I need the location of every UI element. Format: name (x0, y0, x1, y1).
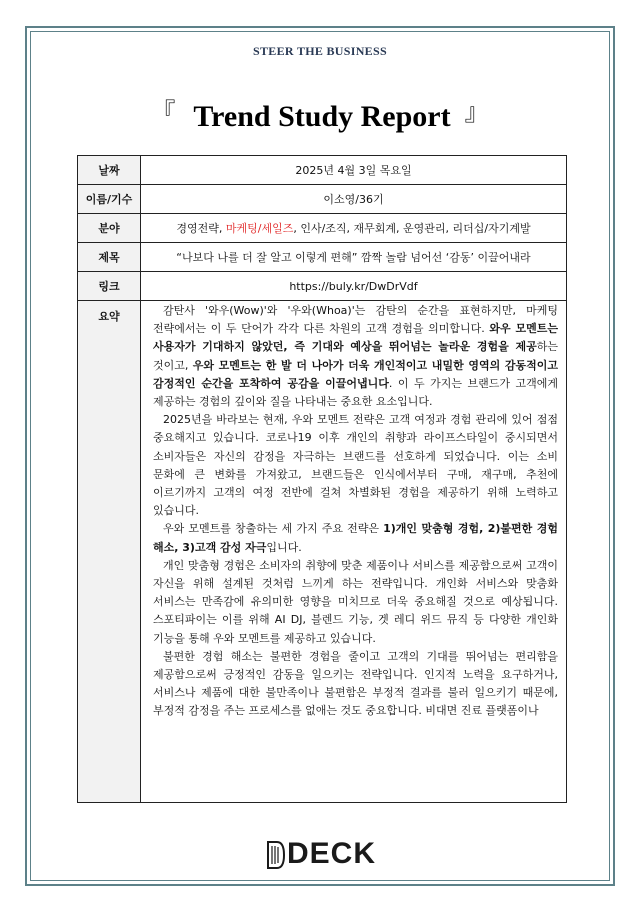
summary-paragraph-3 (153, 520, 558, 556)
deck-logo-text: DECK (287, 837, 377, 870)
summary-text: 우와 모멘트를 창출하는 세 가지 주요 전략은 (163, 522, 384, 536)
field-label: 분야 (78, 214, 141, 243)
title-bracket-close: 』 (464, 100, 489, 126)
link-value[interactable]: https://buly.kr/DwDrVdf (141, 272, 567, 301)
row-summary (78, 301, 567, 803)
date-value: 2025년 4월 3일 목요일 (141, 156, 567, 185)
subject-label: 제목 (78, 243, 141, 272)
row-date (78, 156, 567, 185)
deck-logo-icon (265, 838, 287, 872)
summary-cell (141, 301, 567, 803)
report-title (0, 98, 640, 134)
summary-bold: 1)개인 맞춤형 경험, 2)불편한 경험 해소, 3)고객 감성 자극 (153, 522, 558, 554)
row-name (78, 185, 567, 214)
report-info-table (77, 155, 567, 803)
date-label: 날짜 (78, 156, 141, 185)
deck-logo (265, 836, 380, 876)
brand-tagline: STEER THE BUSINESS (253, 44, 387, 58)
name-value: 이소영/36기 (141, 185, 567, 214)
field-text-after: , 인사/조직, 재무회계, 운영관리, 리더십/자기계발 (293, 222, 531, 235)
summary-paragraph-4: 개인 맞춤형 경험은 소비자의 취향에 맞춘 제품이나 서비스를 제공함으로써 고객이 자신을 위해 설계된 것처럼 느끼게 하는 전략입니다. 개인화 서비스와 맞춤화 서비스는 만족감에 유의미한 영향을 미치므로 더욱 중요해질 것으로 예상됩니다. 스포티파이는 이를 위해 AI DJ, 블렌드 기능, 겟 레디 위드 뮤직 등 다양한 개인화 기능을 통해 우와 모멘트를 제공하고 있습니다. (153, 558, 558, 645)
row-subject (78, 243, 567, 272)
field-value (141, 214, 567, 243)
summary-bold: 우와 모멘트는 한 발 더 나아가 더욱 개인적이고 내밀한 영역의 감동적이고 감정적인 순간을 포착하여 공감을 이끌어냅니다 (153, 358, 558, 390)
summary-paragraph-2: 2025년을 바라보는 현재, 우와 모멘트 전략은 고객 여정과 경험 관리에 있어 점점 중요해지고 있습니다. 코로나19 이후 개인의 취향과 라이프스타일이 중시되면서 소비자들은 자신의 감정을 자극하는 브랜드를 선호하게 되었습니다. 이는 소비 문화에 큰 변화를 가져왔고, 브랜드들은 인식에서부터 구매, 재구매, 추천에 이르기까지 고객의 여정 전반에 걸쳐 차별화된 경험을 제공하기 위해 노력하고 있습니다. (153, 413, 558, 518)
summary-text: 입니다. (266, 540, 302, 554)
summary-body (153, 301, 558, 802)
summary-label: 요약 (78, 301, 141, 803)
row-field (78, 214, 567, 243)
title-bracket-open: 『 (151, 100, 176, 126)
summary-text: . 이 두 가지는 브랜드가 고객에게 제공하는 경험의 깊이와 질을 나타내는 중요한 요소입니다. (153, 376, 558, 409)
summary-paragraph-1 (153, 302, 558, 411)
title-text: Trend Study Report (193, 100, 451, 133)
summary-bold: 와우 모멘트는 사용자가 기대하지 않았던, 즉 기대와 예상을 뛰어넘는 놀라운 경험을 제공 (153, 322, 558, 354)
field-highlight: 마케팅/세일즈 (225, 222, 294, 235)
field-text-before: 경영전략, (176, 222, 226, 235)
name-label: 이름/기수 (78, 185, 141, 214)
row-link (78, 272, 567, 301)
link-label: 링크 (78, 272, 141, 301)
summary-text: 감탄사 '와우(Wow)'와 '우와(Whoa)'는 감탄의 순간을 표현하지만, 마케팅 전략에서는 이 두 단어가 각각 다른 차원의 고객 경험을 의미합니다. (153, 304, 558, 336)
summary-text: 하는 것이고, (153, 340, 558, 372)
subject-value: “나보다 나를 더 잘 알고 이렇게 편해” 깜짝 놀람 넘어선 ‘감동’ 이끌어내라 (141, 243, 567, 272)
summary-paragraph-5: 불편한 경험 해소는 불편한 경험을 줄이고 고객의 기대를 뛰어넘는 편리함을 제공함으로써 긍정적인 감동을 일으키는 전략입니다. 인지적 노력을 요구하거나, 서비스나 제품에 대한 불만족이나 불편함은 부정적 결과를 불러 일으키기 때문에, 부정적 감정을 주는 프로세스를 없애는 것도 중요합니다. 비대면 진료 플랫폼이나 (153, 649, 558, 718)
